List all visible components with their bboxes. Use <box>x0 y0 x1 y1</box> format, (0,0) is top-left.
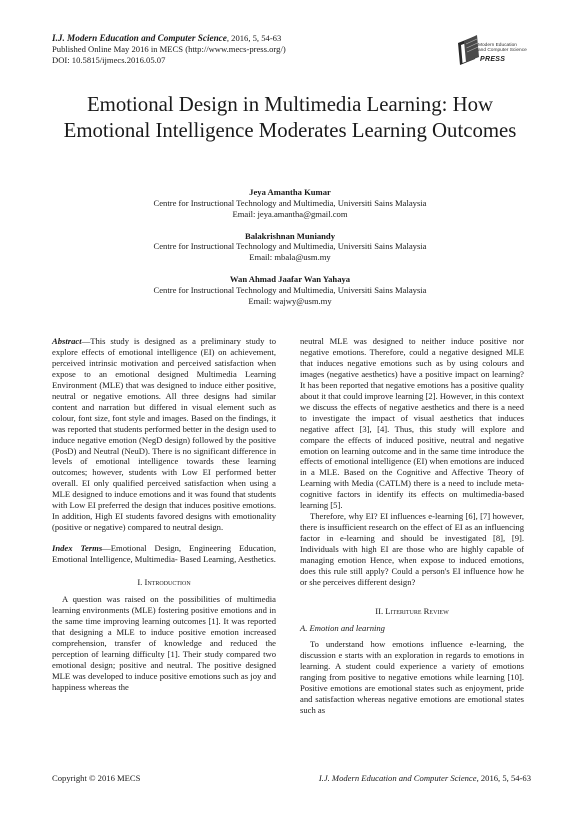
journal-issue: , 2016, 5, 54-63 <box>226 33 282 43</box>
author-block <box>40 274 540 307</box>
footer-journal-name: I.J. Modern Education and Computer Science, <box>318 773 479 783</box>
abstract <box>52 336 276 533</box>
footer-issue: 2016, 5, 54-63 <box>478 773 531 783</box>
footer-copyright: Copyright © 2016 MECS <box>52 773 141 783</box>
section-heading-literature-review <box>300 606 524 617</box>
publisher-logo <box>455 31 533 71</box>
author-name: Balakrishnan Muniandy <box>244 230 336 241</box>
author-email: Email: wajwy@usm.my <box>248 295 332 306</box>
body-paragraph: To understand how emotions influence e-learning, the discussion e starts with an exploration in regards to emotions in learning. A student could experience a variety of emotions ranging from positive to negative emotions while learning [10]. Positive emotions are emotional states such as enjoyment, pride and satisfaction whereas negative emotions are emotional states such as <box>300 638 524 715</box>
author-email: Email: mbala@usm.my <box>249 252 331 263</box>
index-terms-label: Index Terms <box>52 543 103 554</box>
journal-name: I.J. Modern Education and Computer Science <box>52 33 227 43</box>
right-column <box>300 336 524 716</box>
author-affiliation: Centre for Instructional Technology and Multimedia, Universiti Sains Malaysia <box>153 284 427 295</box>
abstract-text: —This study is designed as a preliminary study to explore effects of emotional intelligence (EI) on achievement, perceived intrinsic motivation and perceived satisfaction when expose to an emotional designed Multimedia Learning Environment (MLE) that was designed to induce either positive, neutral or negative emotions. All three designs had similar content and narration but differed in visual element such as colour, font size, font style and images. Based on the findings, it was reported that students performed better in the design used to induce negative emotion (NegD design) followed by the positive (PosD) and Neutral (NeuD). There is no significant difference in levels of emotional intelligence towards these learning outcomes; however, students with Low EI performed better overall. EI only qualified perceived satisfaction when using a MLE designed to induce emotions and it was found that students with Low EI preferred the design that induces positive emotions. In addition, High EI students favored designs with emotionality (positive or negative) compared to neutral design. <box>52 336 276 533</box>
abstract-label: Abstract <box>52 336 82 346</box>
published-line: Published Online May 2016 in MECS (http://www.mecs-press.org/) <box>52 43 286 54</box>
section-number: I. <box>137 577 145 588</box>
subsection-heading: A. Emotion and learning <box>300 622 385 633</box>
left-column <box>52 336 276 693</box>
author-block <box>40 231 540 264</box>
page-header <box>52 33 286 65</box>
section-heading-introduction <box>52 577 276 588</box>
body-paragraph: neutral MLE was designed to neither induce positive nor negative emotions. Therefore, could a negative designed MLE that induces negative emotions such as by using colours and images (negative aesthetics) have a positive impact on learning? It has been reported that negative emotions has a positive quality about it that could improve learning [2]. However, in this context we discuss the effects of negative aesthetics and there is a need to investigate the impact of visual aesthetics that induces negative affect [3], [4]. Thus, this study will explore and compare the effects of induced positive, neutral and negative emotion on learning outcome and in the same time introduce the effects of emotional intelligence (EI) when emotions are induced in a MLE. Based on the Cognitive and Affective Theory of Learning with Media (CATLM) there is a need to include meta-cognitive factors in identify its effects on multimedia-based learning [5]. <box>300 336 524 511</box>
index-terms <box>52 543 276 565</box>
author-list <box>40 187 540 318</box>
author-name: Jeya Amantha Kumar <box>249 187 331 197</box>
author-affiliation: Centre for Instructional Technology and Multimedia, Universiti Sains Malaysia <box>153 241 427 252</box>
section-number: II. <box>375 605 386 616</box>
body-paragraph: Therefore, why EI? EI influences e-learning [6], [7] however, there is insufficient research on the effect of EI as an influencing factor in e-learning and should be investigated [8], [9]. Individuals with high EI are those who are highly capable of managing emotion Hence, when expose to induced emotions, does this rule still apply? Could a person's EI influence how he or she perceives different design? <box>300 511 524 587</box>
author-affiliation: Centre for Instructional Technology and Multimedia, Universiti Sains Malaysia <box>153 197 427 208</box>
body-paragraph: A question was raised on the possibilities of multimedia learning environments (MLE) fostering positive emotions and in the same time improving learning outcomes [1]. It was reported that designing a MLE to induce positive emotion increased comprehension, transfer of knowledge and reduced the perception of learning difficulty [1]. Their study compared two emotional design; positive and neutral. The positive designed MLE was developed to induce positive emotions such as joy and happiness whereas the <box>52 594 276 692</box>
logo-press: PRESS <box>480 56 506 63</box>
index-terms-text: —Emotional Design, Engineering Education, Emotional Intelligence, Multimedia- Based Learning, Aesthetics. <box>52 543 277 565</box>
author-email: Email: jeya.amantha@gmail.com <box>232 208 348 219</box>
doi-line: DOI: 10.5815/ijmecs.2016.05.07 <box>52 54 166 65</box>
author-block <box>40 187 540 220</box>
footer-journal <box>319 773 531 783</box>
logo-text: Modern Education and Computer Science <box>478 43 527 54</box>
author-name: Wan Ahmad Jaafar Wan Yahaya <box>229 274 351 285</box>
paper-title: Emotional Design in Multimedia Learning: How Emotional Intelligence Moderates Learning Outcomes <box>63 93 517 142</box>
section-title: Introduction <box>144 577 191 588</box>
section-title: Literiture Review <box>385 605 449 616</box>
